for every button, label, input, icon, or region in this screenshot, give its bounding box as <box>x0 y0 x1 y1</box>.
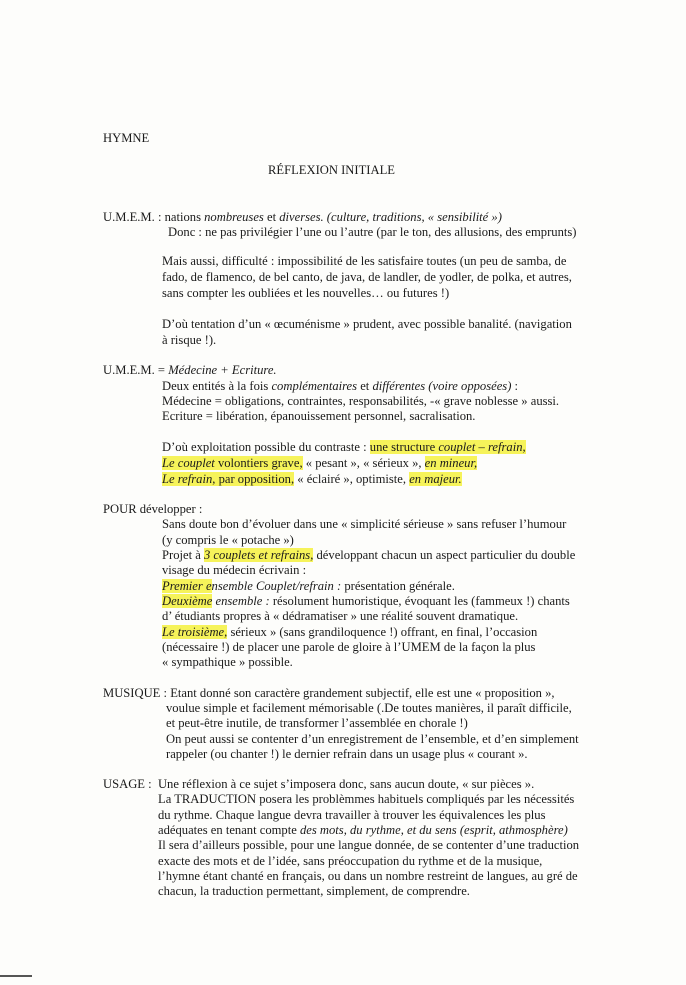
s5-label: USAGE : <box>103 777 152 791</box>
s4-line1: MUSIQUE : Etant donné son caractère grandement subjectif, elle est une « proposition », <box>103 686 555 700</box>
s3-line6: Deuxième ensemble : résolument humoristique, évoquant les (fammeux !) chants <box>162 594 570 608</box>
highlight: Le couplet volontiers grave, <box>162 456 303 470</box>
s2-label: U.M.E.M. = <box>103 363 169 377</box>
s5-line3: du rythme. Chaque langue devra travailler à trouver les équivalences les plus <box>158 808 546 822</box>
s5-line4: adéquates en tenant compte des mots, du rythme, et du sens (esprit, athmosphère) <box>158 823 568 837</box>
highlight: Premier e <box>162 579 212 593</box>
s5-line5: Il sera d’ailleurs possible, pour une langue donnée, de se contenter d’une traduction <box>158 838 580 852</box>
s3-line8: Le troisième, sérieux » (sans grandiloquence !) offrant, en final, l’occasion <box>162 625 538 639</box>
s4-line4: On peut aussi se contenter d’un enregistrement de l’ensemble, et d’en simplement <box>166 732 579 746</box>
highlight: Deuxième <box>162 594 213 608</box>
s1-line2: Donc : ne pas privilégier l’une ou l’autre (par le ton, des allusions, des emprunts) <box>168 225 577 239</box>
highlight: en majeur. <box>409 472 462 486</box>
highlight: une structure couplet – refrain, <box>369 440 526 454</box>
s1-para2-line1: Mais aussi, difficulté : impossibilité de les satisfaire toutes (un peu de samba, de <box>162 254 567 268</box>
s3-label: POUR développer : <box>103 502 203 516</box>
s3-line1: Sans doute bon d’évoluer dans une « simplicité sérieuse » sans refuser l’humour <box>162 517 567 531</box>
s5-line7: l’hymne étant chanté en français, ou dans un nombre restreint de langues, au gré de <box>158 869 578 883</box>
s5-line8: chacun, la traduction permettant, simplement, de comprendre. <box>158 884 470 898</box>
s5-line6: exacte des mots et de l’idée, sans préoccupation du rythme et de la musique, <box>158 854 543 868</box>
doc-subtitle: RÉFLEXION INITIALE <box>268 163 395 177</box>
s2-line0: U.M.E.M. = Médecine + Ecriture. <box>103 363 277 377</box>
s3-line7: d’ étudiants propres à « dédramatiser » une réalité souvent dramatique. <box>162 609 519 623</box>
s4-line2: voulue simple et facilement mémorisable (.De toutes manières, il paraît difficile, <box>166 701 572 715</box>
s4-label: MUSIQUE : <box>103 686 168 700</box>
highlight: Le troisième, <box>162 625 228 639</box>
s1-para2-line3: sans compter les oubliées et les nouvelles… ou futures !) <box>162 286 450 300</box>
scan-edge-mark <box>0 975 32 977</box>
s3-line9: (nécessaire !) de placer une parole de gloire à l’UMEM de la façon la plus <box>162 640 536 654</box>
highlight: 3 couplets et refrains, <box>203 548 314 562</box>
s2-para2-line1: D’où exploitation possible du contraste : une structure couplet – refrain, <box>162 440 526 454</box>
doc-title: HYMNE <box>103 131 150 145</box>
s2-para2-line3: Le refrain, par opposition, « éclairé », optimiste, en majeur. <box>162 472 462 486</box>
s2-line3: Ecriture = libération, épanouissement personnel, sacralisation. <box>162 409 476 423</box>
s3-line10: « sympathique » possible. <box>162 655 293 669</box>
s2-line2: Médecine = obligations, contraintes, responsabilités, -« grave noblesse » aussi. <box>162 394 560 408</box>
s5-line1: USAGE : Une réflexion à ce sujet s’imposera donc, sans aucun doute, « sur pièces ». <box>103 777 535 791</box>
s2-line1: Deux entités à la fois complémentaires et différentes (voire opposées) : <box>162 379 519 393</box>
s5-line2: La TRADUCTION posera les problèmmes habituels compliqués par les nécessités <box>158 792 575 806</box>
highlight: en mineur, <box>424 456 478 470</box>
highlight: Le refrain, par opposition, <box>162 472 295 486</box>
s4-line5: rappeler (ou chanter !) le dernier refrain dans un usage plus « courant ». <box>166 747 528 761</box>
s3-line2: (y compris le « potache ») <box>162 533 294 547</box>
s4-line3: et peut-être inutile, de transformer l’assemblée en chorale !) <box>166 716 468 730</box>
s3-line4: visage du médecin écrivain : <box>162 563 307 577</box>
s1-label: U.M.E.M. <box>103 210 155 224</box>
s1-para3-line2: à risque !). <box>162 333 217 347</box>
s1-para3-line1: D’où tentation d’un « œcuménisme » prudent, avec possible banalité. (navigation <box>162 317 572 331</box>
s1-line1: U.M.E.M. : nations nombreuses et diverses. (culture, traditions, « sensibilité ») <box>103 210 502 224</box>
s2-para2-line2: Le couplet volontiers grave, « pesant », « sérieux », en mineur, <box>162 456 478 470</box>
s1-para2-line2: fado, de flamenco, de bel canto, de java, de landler, de yodler, de polka, et autres, <box>162 270 572 284</box>
s3-line3: Projet à 3 couplets et refrains, développant chacun un aspect particulier du double <box>162 548 576 562</box>
s3-line5: Premier ensemble Couplet/refrain : présentation générale. <box>162 579 455 593</box>
